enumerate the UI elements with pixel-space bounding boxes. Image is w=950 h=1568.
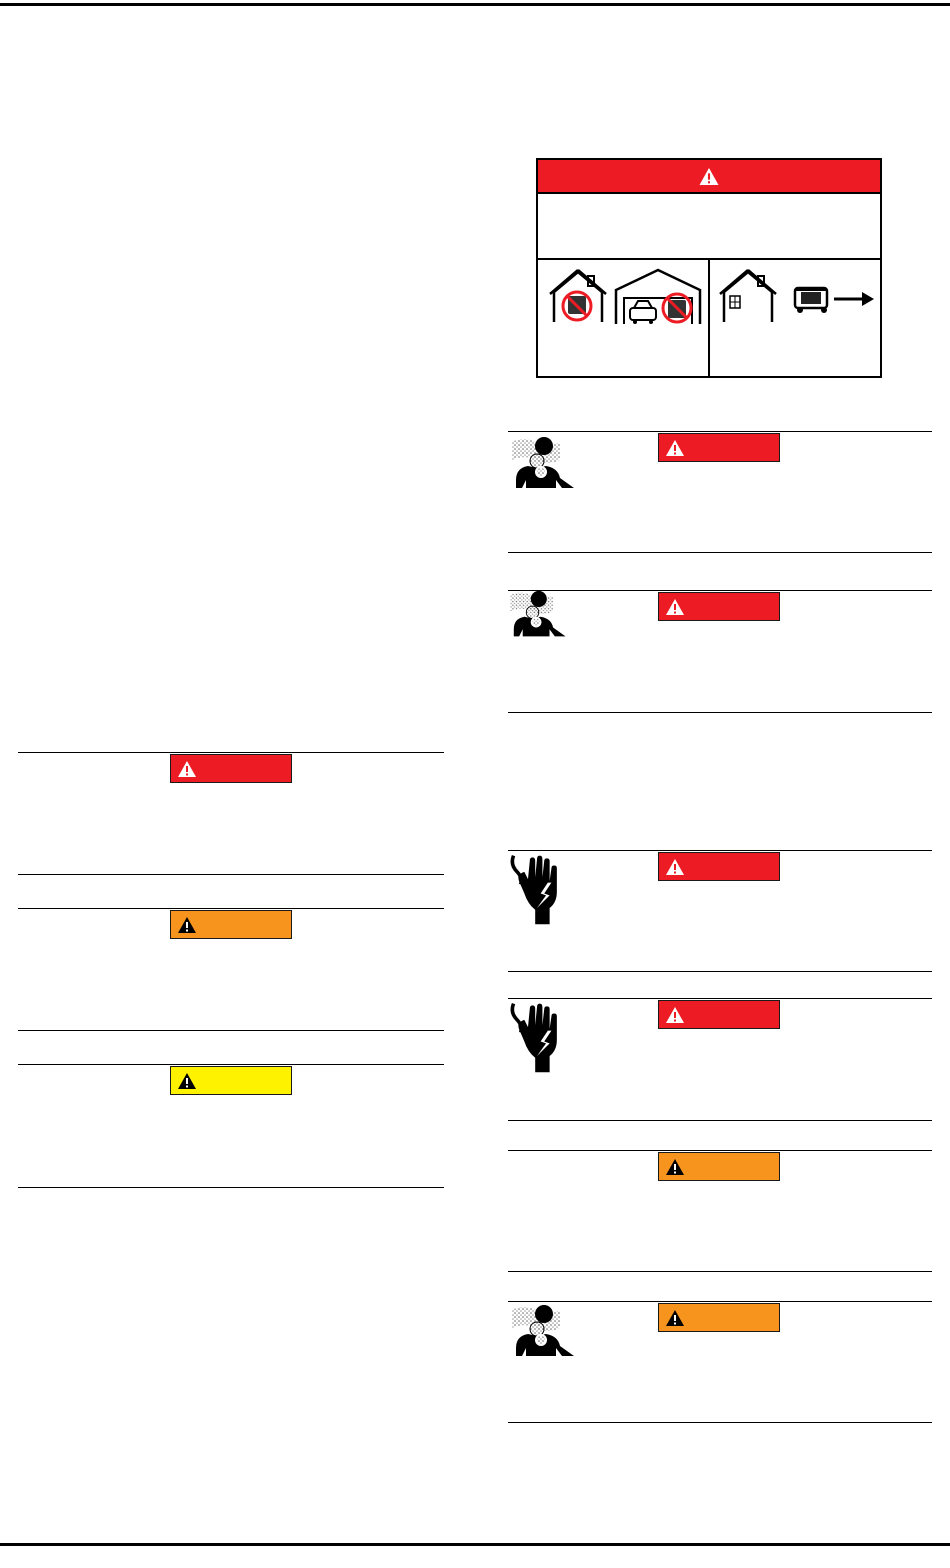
warning-block-bottom-rule [18, 1030, 444, 1031]
alert-triangle-icon [177, 916, 197, 934]
danger-block-top-rule [18, 752, 444, 753]
alert-triangle-icon [665, 858, 685, 876]
alert-triangle-icon [177, 760, 197, 778]
hazard-1-top-rule [508, 431, 932, 432]
hazard-1-bottom-rule [508, 552, 932, 553]
generator-outdoors-icon [792, 282, 832, 314]
caution-signal-badge [170, 1066, 292, 1095]
electric-shock-icon [508, 852, 566, 926]
hazard-6-bottom-rule [508, 1422, 932, 1423]
carbon-monoxide-danger-label [536, 158, 882, 378]
safe-location-pictogram [718, 268, 874, 328]
alert-triangle-icon [698, 167, 720, 186]
hazard-2-top-rule [508, 590, 932, 591]
hazard-4-danger-badge [658, 1000, 780, 1029]
no-generator-indoors-icon [548, 268, 608, 328]
toxic-fumes-icon [508, 590, 566, 640]
caution-block-bottom-rule [18, 1187, 444, 1188]
alert-triangle-icon [665, 1006, 685, 1024]
alert-triangle-icon [177, 1072, 197, 1090]
alert-triangle-icon [665, 598, 685, 616]
hazard-3-danger-badge [658, 852, 780, 881]
arrow-right-icon [834, 292, 874, 306]
danger-block-bottom-rule [18, 874, 444, 875]
toxic-fumes-icon [510, 436, 574, 492]
hazard-4-top-rule [508, 998, 932, 999]
house-icon [718, 268, 778, 328]
warning-block-top-rule [18, 908, 444, 909]
danger-signal-badge [170, 754, 292, 783]
alert-triangle-icon [665, 439, 685, 457]
toxic-fumes-icon [510, 1304, 574, 1360]
alert-triangle-icon [665, 1309, 685, 1327]
alert-triangle-icon [665, 1158, 685, 1176]
hazard-5-top-rule [508, 1150, 932, 1151]
warning-signal-badge [170, 910, 292, 939]
header-rule [0, 3, 950, 6]
label-column-divider [708, 258, 710, 376]
hazard-5-warning-badge [658, 1152, 780, 1181]
no-generator-garage-icon [610, 268, 706, 328]
footer-rule [0, 1543, 950, 1546]
hazard-4-bottom-rule [508, 1120, 932, 1121]
hazard-3-top-rule [508, 850, 932, 851]
electric-shock-icon [508, 1000, 566, 1074]
prohibited-locations-pictogram [548, 268, 702, 328]
hazard-3-bottom-rule [508, 971, 932, 972]
hazard-6-warning-badge [658, 1303, 780, 1332]
hazard-2-bottom-rule [508, 712, 932, 713]
hazard-1-danger-badge [658, 433, 780, 462]
hazard-5-bottom-rule [508, 1271, 932, 1272]
hazard-2-danger-badge [658, 592, 780, 621]
danger-header-bar [538, 160, 880, 194]
caution-block-top-rule [18, 1064, 444, 1065]
hazard-6-top-rule [508, 1301, 932, 1302]
